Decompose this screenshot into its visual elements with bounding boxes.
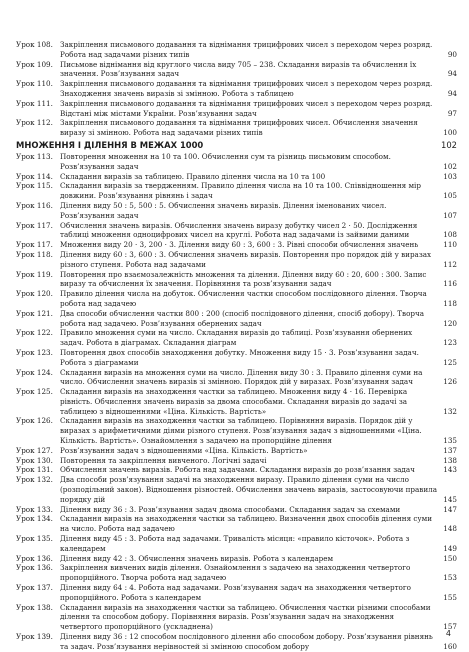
lesson-title: Ділення виду 45 : 3. Робота над задачами. Тривалість місяця: «правило кісточок». Робота з календарем [60,534,410,553]
toc-entry [16,79,457,99]
lesson-page: 120 [443,318,457,328]
lesson-page: 137 [443,445,457,455]
lesson-number: Урок 133. [16,504,53,514]
section-heading [16,139,457,151]
lesson-title: Повторення про взаємозалежність множення та ділення. Ділення виду 60 : 20, 600 : 300. Запис виразу та обчислення їх значення. Порівняння та розв’язування задач [60,269,427,289]
lesson-page: 123 [443,338,457,348]
lesson-title: Складання виразів на знаходження частки за таблицею. Множення виду 4 · 16. Перевірка рівність. Обчислення значень виразів за двома способами. Складання виразів до задачі за таблицею з відношеннями «Ціна. Кількість. Вартість» [60,387,408,416]
toc-entry [16,534,457,554]
toc-entry [16,446,457,456]
lesson-title: Ділення виду 36 : 3. Розв’язування задач двома способами. Складання задач за схемами [60,504,401,514]
lesson-title: Ділення виду 36 : 12 способом послідовного ділення або способом добору. Розв’язування рівнянь та задач. Розв’язування нерівностей зі змінною способом добору [60,632,433,651]
lesson-page: 148 [443,524,457,534]
lesson-number: Урок 135. [16,534,53,544]
lesson-page: 138 [443,455,457,465]
toc-entry [16,583,457,603]
lesson-title: Ділення виду 64 : 4. Робота над задачами. Розв’язування задач на знаходження четвертого пропорційного. Робота з календарем [60,583,411,602]
lesson-title: Складання виразів на знаходження частки за таблицею. Обчислення частки різними способами ділення та способом добору. Порівняння виразів. Розв’язування задач на знаходження четвертого пропорційного (ускладнена) [60,602,431,632]
lesson-number: Урок 108. [16,40,53,49]
lesson-page: 102 [443,161,457,171]
table-of-contents [16,40,457,652]
toc-entry [16,240,457,250]
lesson-title: Обчислення значень виразів. Робота над задачами. Складання виразів до розв’язання задач [60,465,415,475]
lesson-page: 118 [443,298,457,308]
section-page: 102 [441,139,457,150]
lesson-page: 90 [447,49,457,59]
lesson-page: 155 [443,592,457,602]
lesson-page: 100 [443,128,457,138]
lesson-title: Закріплення письмового додавання та віднімання трицифрових чисел з переходом через розряд. Робота над задачами різних типів [60,40,433,59]
toc-entry [16,632,457,652]
toc-entry [16,201,457,221]
toc-entry [16,416,457,445]
lesson-title: Множення виду 20 · 3, 200 · 3. Ділення виду 60 : 3, 600 : 3. Рівні способи обчислення значень [60,240,419,250]
lesson-number: Урок 124. [16,367,53,377]
page-number: 4 [445,629,451,638]
lesson-number: Урок 113. [16,151,53,161]
lesson-title: Розв’язування задач з відношеннями «Ціна. Кількість. Вартість» [60,445,308,455]
lesson-number: Урок 138. [16,602,53,612]
lesson-number: Урок 111. [16,98,53,108]
lesson-title: Повторення та закріплення вивченого. Логічні задачі [60,455,267,465]
toc-entry [16,221,457,241]
lesson-number: Урок 115. [16,181,53,191]
lesson-page: 126 [443,377,457,387]
toc-entry [16,181,457,201]
lesson-page: 107 [443,210,457,220]
toc-entry [16,328,457,348]
lesson-number: Урок 122. [16,328,53,338]
lesson-number: Урок 132. [16,475,53,485]
lesson-title: Закріплення вивчених видів ділення. Ознайомлення з задачею на знаходження четвертого пропорційного. Творча робота над задачею [60,563,411,583]
lesson-page: 112 [443,259,457,269]
lesson-title: Закріплення письмового додавання та віднімання трицифрових чисел. Обчислення значення виразу зі змінною. Робота над задачами різних типів [60,118,418,138]
lesson-title: Правило множення суми на число. Складання виразів до таблиці. Розв’язування обернених задач. Робота в діаграмах. Складання діаграм [60,328,413,348]
lesson-number: Урок 120. [16,289,53,299]
lesson-page: 110 [443,240,457,250]
toc-entry [16,505,457,515]
toc-entry [16,387,457,416]
lesson-page: 135 [443,436,457,446]
lesson-title: Складання виразів на множення суми на число. Ділення виду 30 : 3. Правило ділення суми на число. Обчислення значень виразів зі змінною. Порядок дій у виразах. Розв’язування задач [60,367,423,387]
toc-entry [16,152,457,172]
lesson-number: Урок 125. [16,387,53,397]
lesson-page: 94 [447,88,457,98]
lesson-number: Урок 112. [16,118,53,128]
lesson-page: 116 [443,279,457,289]
lesson-page: 150 [443,553,457,563]
lesson-number: Урок 127. [16,445,53,455]
lesson-title: Повторення множення на 10 та 100. Обчислення сум та різниць письмовим способом. Розв’язування задач [60,151,391,171]
lesson-page: 103 [443,171,457,181]
lesson-number: Урок 134. [16,514,53,524]
toc-entry [16,270,457,290]
lesson-title: Два способи розв’язування задачі на знаходження виразу. Правило ділення суми на число (розподільний закон). Відношення різностей. Обчислення значень виразів, застосовуючи правила порядку дій [60,475,437,504]
lesson-title: Письмове віднімання від круглого числа виду 705 – 238. Складання виразів та обчислення їх значення. Розв’язування задач [60,59,417,79]
toc-entry [16,40,457,60]
lesson-title: Складання виразів за таблицею. Правило ділення числа на 10 та 100 [60,171,326,181]
toc-entry [16,99,457,119]
lesson-page: 125 [443,357,457,367]
lesson-number: Урок 139. [16,632,53,642]
toc-entry [16,603,457,632]
lesson-title: Повторення двох способів знаходження добутку. Множення виду 15 · 3. Розв’язування задач. Робота з діаграмами [60,347,419,367]
lesson-number: Урок 131. [16,465,53,475]
lesson-number: Урок 130. [16,455,53,465]
toc-entry [16,348,457,368]
toc-entry [16,309,457,329]
lesson-number: Урок 126. [16,416,53,426]
lesson-page: 132 [443,406,457,416]
toc-entry [16,368,457,388]
lesson-number: Урок 117. [16,220,53,230]
lesson-title: Складання виразів на знаходження частки за таблицею. Порівняння виразів. Порядок дій у виразах з арифметичними діями різного ступеня. Розв’язування задач з відношеннями «Ціна. Кількість. Вартість». Ознайомлення з задачею на пропорційне ділення [60,416,422,446]
lesson-page: 143 [443,465,457,475]
lesson-page: 147 [443,504,457,514]
lesson-title: Складання виразів на знаходження частки за таблицею. Визначення двох способів ділення суми на число. Робота над задачею [60,514,433,534]
toc-entry [16,250,457,270]
lesson-number: Урок 114. [16,171,53,181]
lesson-title: Ділення виду 42 : 3. Обчислення значень виразів. Робота з календарем [60,553,334,563]
lesson-page: 157 [443,622,457,632]
lesson-number: Урок 110. [16,79,53,89]
toc-entry [16,465,457,475]
lesson-number: Урок 121. [16,308,53,318]
lesson-title: Ділення виду 50 : 5, 500 : 5. Обчислення значень виразів. Ділення іменованих чисел. Розв’язування задач [60,200,387,220]
lesson-page: 94 [447,69,457,79]
lesson-number: Урок 136. [16,553,53,563]
lesson-title: Правило ділення числа на добуток. Обчислення частки способом послідовного ділення. Творча робота над задачею [60,289,427,308]
lesson-number: Урок 117. [16,240,53,250]
lesson-number: Урок 136. [16,563,53,573]
lesson-number: Урок 109. [16,59,53,69]
lesson-page: 145 [443,494,457,504]
toc-entry [16,172,457,182]
section-title: МНОЖЕННЯ І ДІЛЕННЯ В МЕЖАХ 1000 [16,139,204,150]
lesson-title: Закріплення письмового додавання та віднімання трицифрових чисел з переходом через розряд. Знаходження значень виразів зі змінною. Робота з таблицею [60,79,433,98]
toc-entry [16,563,457,583]
lesson-number: Урок 123. [16,347,53,357]
toc-entry [16,554,457,564]
lesson-title: Складання виразів за твердженням. Правило ділення числа на 10 та 100. Співвідношення мір довжини. Розв’язування рівнянь і задач [60,181,421,201]
lesson-page: 97 [447,108,457,118]
lesson-number: Урок 137. [16,583,53,593]
toc-entry [16,289,457,309]
lesson-page: 105 [443,191,457,201]
lesson-page: 108 [443,230,457,240]
lesson-title: Закріплення письмового додавання та віднімання трицифрових чисел з переходом через розряд. Відстані між містами України. Розв’язування задач [60,98,433,118]
toc-entry [16,60,457,80]
lesson-title: Обчислення значень виразів. Обчислення значень виразу добутку чисел 2 · 50. Дослідження таблиці множення одноцифрових чисел на круглі. Робота над задачами із зайвими даними [60,220,418,240]
toc-entry [16,475,457,504]
toc-entry [16,118,457,138]
lesson-number: Урок 118. [16,249,53,259]
lesson-page: 149 [443,543,457,553]
toc-entry [16,456,457,466]
toc-entry [16,514,457,534]
lesson-title: Ділення виду 60 : 3, 600 : 3. Обчислення значень виразів. Повторення про порядок дій у виразах різного ступеня. Робота над задачами [60,249,432,269]
lesson-title: Два способи обчислення частки 800 : 200 (спосіб послідовного ділення, спосіб добору). Творча робота над задачею. Розв’язування обернених задач [60,308,425,328]
lesson-number: Урок 119. [16,269,53,279]
lesson-page: 160 [443,641,457,651]
lesson-page: 153 [443,573,457,583]
lesson-number: Урок 116. [16,200,53,210]
